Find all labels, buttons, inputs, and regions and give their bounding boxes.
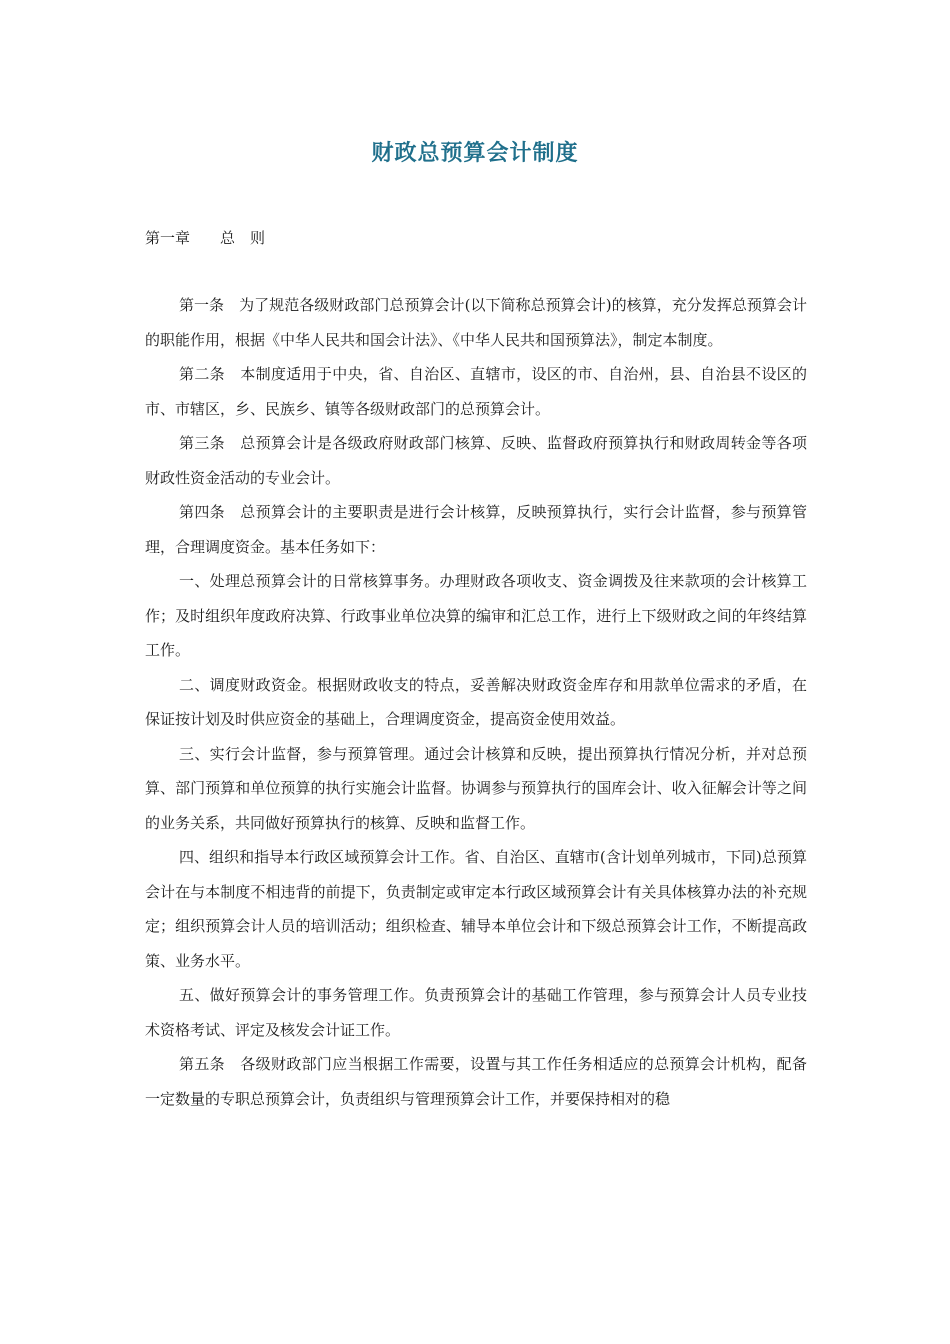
chapter-heading: 第一章 总 则	[145, 229, 266, 247]
document-body	[145, 288, 807, 1116]
task-3-paragraph: 三、实行会计监督，参与预算管理。通过会计核算和反映，提出预算执行情况分析，并对总预算、部门预算和单位预算的执行实施会计监督。协调参与预算执行的国库会计、收入征解会计等之间的业务关系，共同做好预算执行的核算、反映和监督工作。	[145, 744, 807, 832]
task-5-paragraph: 五、做好预算会计的事务管理工作。负责预算会计的基础工作管理，参与预算会计人员专业技术资格考试、评定及核发会计证工作。	[145, 986, 807, 1039]
article-5-paragraph: 第五条 各级财政部门应当根据工作需要，设置与其工作任务相适应的总预算会计机构，配备一定数量的专职总预算会计，负责组织与管理预算会计工作，并要保持相对的稳	[145, 1055, 807, 1108]
article-2-paragraph: 第二条 本制度适用于中央，省、自治区、直辖市，设区的市、自治州，县、自治县不设区的市、市辖区，乡、民族乡、镇等各级财政部门的总预算会计。	[145, 365, 807, 418]
document-title: 财政总预算会计制度	[371, 140, 579, 166]
article-4-paragraph: 第四条 总预算会计的主要职责是进行会计核算，反映预算执行，实行会计监督，参与预算管理，合理调度资金。基本任务如下：	[145, 503, 807, 556]
task-1-paragraph: 一、处理总预算会计的日常核算事务。办理财政各项收支、资金调拨及往来款项的会计核算工作；及时组织年度政府决算、行政事业单位决算的编审和汇总工作，进行上下级财政之间的年终结算工作。	[145, 572, 807, 659]
task-4-paragraph: 四、组织和指导本行政区域预算会计工作。省、自治区、直辖市(含计划单列城市，下同)总预算会计在与本制度不相违背的前提下，负责制定或审定本行政区域预算会计有关具体核算办法的补充规定；组织预算会计人员的培训活动；组织检查、辅导本单位会计和下级总预算会计工作，不断提高政策、业务水平。	[145, 848, 807, 970]
task-2-paragraph: 二、调度财政资金。根据财政收支的特点，妥善解决财政资金库存和用款单位需求的矛盾，在保证按计划及时供应资金的基础上，合理调度资金，提高资金使用效益。	[145, 675, 807, 728]
article-1-paragraph: 第一条 为了规范各级财政部门总预算会计(以下简称总预算会计)的核算，充分发挥总预算会计的职能作用，根据《中华人民共和国会计法》、《中华人民共和国预算法》，制定本制度。	[145, 296, 807, 349]
article-3-paragraph: 第三条 总预算会计是各级政府财政部门核算、反映、监督政府预算执行和财政周转金等各项财政性资金活动的专业会计。	[145, 434, 807, 487]
